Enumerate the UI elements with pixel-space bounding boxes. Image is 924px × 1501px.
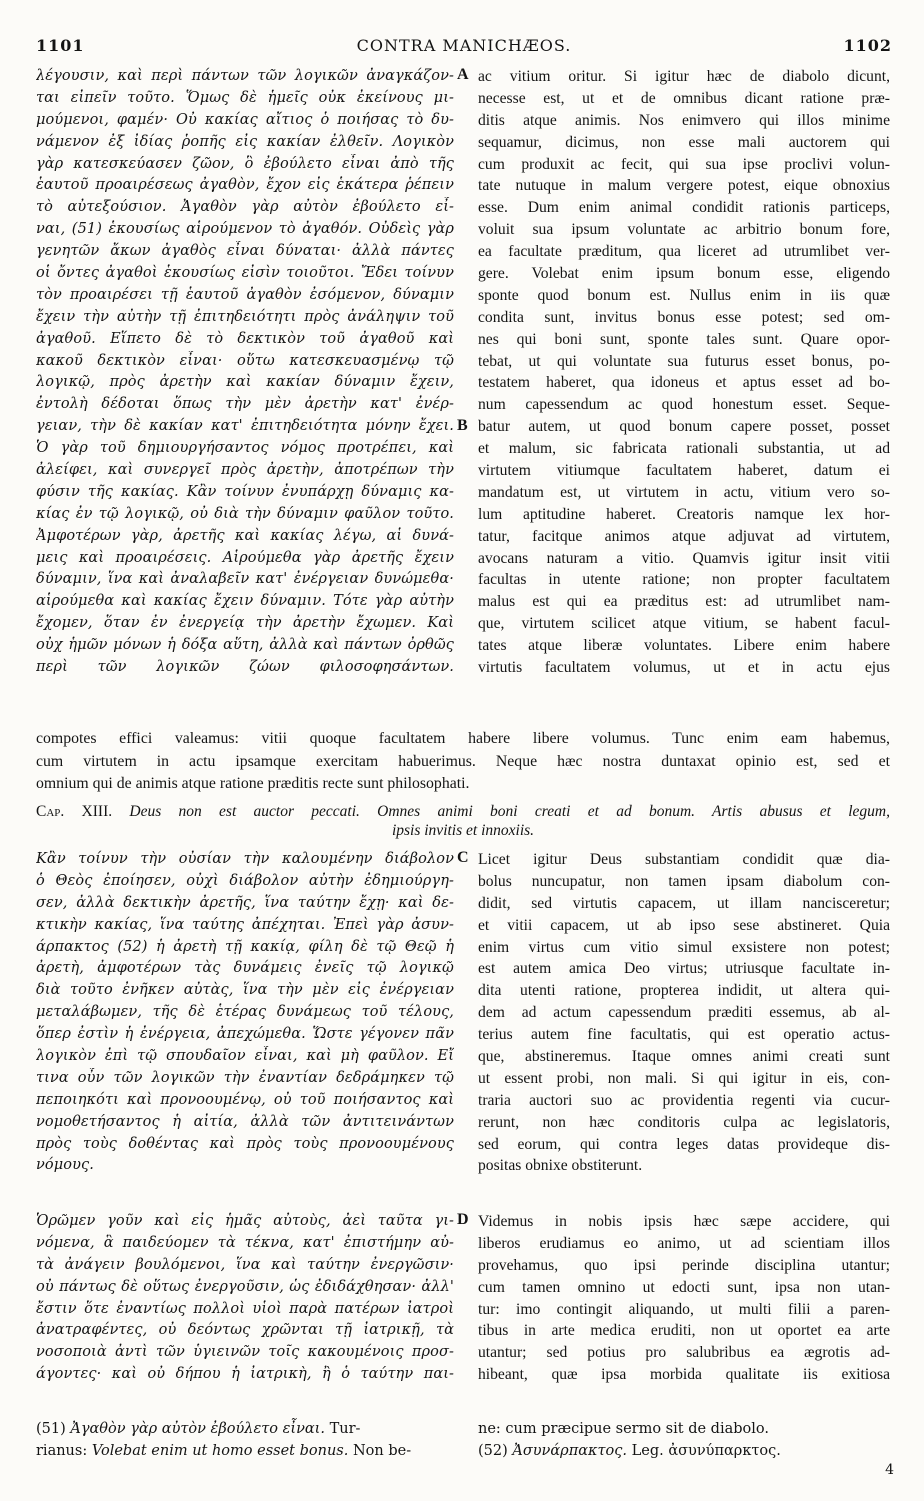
latin-text-line: tur: imo contingit aliquando, ut multi filii a paren- [478,1300,890,1318]
greek-text-line: ναι, (51) ἑκουσίως αἱρούμενον τὸ ἀγαθόν. Οὐδεὶς γὰρ [36,221,454,238]
latin-text-line: nes qui boni sunt, sponte tales sunt. Quare opor- [478,330,890,348]
greek-text-line: γενητῶν ἄκων ἀγαθὸς εἶναι δύναται· ἀλλὰ πάντες [36,243,454,260]
full-width-latin-paragraph [36,728,890,796]
latin-text-line: virtutis facultatem volumus, ut et in actu ejus [478,659,890,677]
greek-text-line: τὰ ἀνάγειν βουλόμενοι, ἵνα καὶ ταύτην ἐνεργῶσιν· [36,1256,454,1273]
chapter-heading [36,802,890,842]
latin-text-line: dita utenti ratione, propterea indidit, ut altera qui- [478,982,890,1000]
latin-text-line: esse. Dum enim animal condidit rationis particeps, [478,199,890,217]
latin-text-line: provehamus, quo ipsi perinde disciplina utantur; [478,1256,890,1274]
greek-text-line: διὰ τοῦτο ἐνῆκεν αὐτὰς, ἵνα τὴν μὲν εἰς ἐνέργειαν [36,982,454,999]
latin-text-line: condita sunt, invitus bonus esse potest; sed om- [478,308,890,326]
latin-text-line: traria auctori suo ac providentia regenti via cucur- [478,1091,890,1109]
latin-text-line: positas obnixe obstiterunt. [478,1157,643,1175]
greek-text-line: Ἀμφοτέρων γὰρ, ἀρετῆς καὶ κακίας λέγω, αἱ δυνά- [36,527,454,544]
greek-text-line: νοσοποιὰ ἀντὶ τῶν ὑγιεινῶν τοῖς κακουμένοις προσ- [36,1344,454,1361]
latin-text-line: et malum, sic fabricata rationali substantia, ut ad [478,440,890,458]
greek-text-line: ἐντολὴ δέδοται ὅπως τὴν μὲν ἀρετὴν κατ' ἐνέρ- [36,396,454,413]
greek-text-line: περὶ τῶν λογικῶν ζώων φιλοσοφησάντων. [36,659,454,676]
margin-marker-a: A [457,66,469,83]
greek-text-line: νόμενα, ἃ παιδεύομεν τὰ τέκνα, κατ' ἐπιστήμην αὐ- [36,1234,454,1251]
greek-text-line: κίας ἐν τῷ λογικῷ, οὐ διὰ τὴν δύναμιν φαῦλον τοῦτο. [36,505,454,522]
latin-text-line: Videmus in nobis ipsis hæc sæpe accidere, qui [478,1213,890,1230]
latin-text-line: lum aptitudine haberet. Creatoris namque lex hor- [478,505,890,523]
greek-text-line: λογικὸν ἐπὶ τῷ σπουδαῖον εἶναι, καὶ μὴ φαῦλον. Εἴ [36,1048,454,1065]
latin-text-line: sponte quod bonum est. Nullus enim in iis quæ [478,286,890,304]
greek-text-line: άγοντες· καὶ οὐ δήπου ἡ ἰατρικὴ, ἢ ὁ ταύτην παι- [36,1366,454,1383]
latin-text-line: dem ad actum capessendum præditi essemus, ab al- [478,1004,890,1022]
latin-text-line: est autem amica Deo virtus; utriusque facultate in- [478,960,890,978]
latin-text-line: virtutem vitiumque facultatem haberet, datum ei [478,462,890,480]
greek-text-line: σεν, ἀλλὰ δεκτικὴν ἀρετῆς, ἵνα ταύτην ἔχῃ· καὶ δε- [36,894,454,911]
greek-column-section-1 [36,66,454,679]
greek-text-line: ἀνατραφέντες, οὐ δεόντως χρῶνται τῇ ἰατρικῇ, τὰ [36,1322,454,1339]
latin-text-line: batur autem, ut quod bonum capere posset, posset [478,418,890,436]
greek-text-line: φύσιν τῆς κακίας. Κἂν τοίνυν ἐνυπάρχῃ δύναμις κα- [36,483,454,500]
greek-text-line: ὅπερ ἐστὶν ἡ ἐνέργεια, ἀπεχώμεθα. Ὥστε γέγονεν πᾶν [36,1026,454,1043]
footnote-52-number: (52) [478,1443,508,1459]
latin-text-line: cum virtutem in actu ipsamque exercitam habuerimus. Neque hæc nostra duntaxat opinio est, sed et [36,752,890,770]
latin-text-line: terius autem fine facultatis, qui est operatio actus- [478,1026,890,1044]
greek-text-line: μούμενοι, φαμέν· Οὐ κακίας αἴτιος ὁ ποιήσας τὸ δυ- [36,111,454,128]
latin-text-line: necesse est, ut et de omnibus dicant ratione præ- [478,89,890,107]
latin-text-line: tibus in arte medica eruditi, non ut oportet ea arte [478,1322,890,1340]
greek-text-line: γὰρ κατεσκεύασεν ζῶον, ὃ ἐβούλετο εἶναι ἀπὸ τῆς [36,155,454,172]
latin-text-line: testatem haberet, qua idoneus et aptus esset ad bo- [478,374,890,392]
latin-text-line: tebat, ut qui voluntate sua futurus esset bonus, po- [478,352,890,370]
page-number-left: 1101 [36,36,85,55]
latin-text-line: rerunt, non hæc conditoris culpa ac legislatoris, [478,1113,890,1131]
latin-text-line: ac vitium oritur. Si igitur hæc de diabolo dicunt, [478,68,890,85]
greek-text-line: γειαν, τὴν δὲ κακίαν κατ' ἐπιτηδειότητα μόνην ἔχει. [36,418,454,435]
latin-column-section-3 [478,1211,890,1386]
footnote-52-greek: Ἀσυνάρπακτος. [512,1443,628,1459]
footnote-51-quote: Volebat enim ut homo esset bonus. [91,1443,349,1459]
greek-text-line: δύναμιν, ἵνα καὶ ἀναλαβεῖν κατ' ἐνέργειαν δυνώμεθα· [36,571,454,588]
greek-text-line: κτικὴν κακίας, ἵνα ταύτης ἀπέχηται. Ἐπεὶ γὰρ ἀσυν- [36,916,454,933]
latin-text-line: num capessendum ac quod honestum esset. Seque- [478,396,890,414]
margin-marker-d: D [457,1211,469,1228]
greek-text-line: ται εἰπεῖν τοῦτο. Ὅμως δὲ ἡμεῖς οὐκ ἐκείνους μι- [36,89,454,106]
latin-text-line: omnium qui de animis atque ratione præditis recte sunt philosophati. [36,775,470,792]
chapter-title-line-1: Deus non est auctor peccati. Omnes animi boni creati et ad bonum. Artis abusus et legum, [129,803,890,820]
latin-text-line: didit, sed virtutis capacem, ut illam nancisceretur; [478,894,890,912]
chapter-label: Cap. XIII. [36,803,113,820]
latin-text-line: utantur; sed potius pro salubribus ea ægrotis ad- [478,1344,890,1362]
greek-text-line: ἑαυτοῦ προαιρέσεως ἀγαθὸν, ἔχον εἰς ἑκάτερα ῥέπειν [36,177,454,194]
greek-text-line: τὸ αὐτεξούσιον. Ἀγαθὸν γὰρ αὐτὸν ἐβούλετο εἶ- [36,199,454,216]
running-title: CONTRA MANICHÆOS. [356,36,572,55]
greek-text-line: πεποιηκότι καὶ προνοουμένῳ, οὐ τοῦ ποιήσαντος καὶ [36,1091,454,1108]
latin-text-line: Licet igitur Deus substantiam condidit quæ dia- [478,851,890,868]
latin-text-line: liberos erudiamus eo animo, ut ad scientiam illos [478,1234,890,1252]
latin-text-line: bolus nuncupatur, non tamen ipsam diabolum con- [478,872,890,890]
greek-text-line: νομοθετήσαντος ἡ αἰτία, ἀλλὰ τῶν ἀντιτεινάντων [36,1113,454,1130]
greek-text-line: αἱρούμεθα καὶ κακίας ἔχειν δύναμιν. Τότε γὰρ αὐτὴν [36,593,454,610]
greek-text-line: οὐ πάντως δὲ οὕτως ἐνεργοῦσιν, ὡς ἐδιδάχθησαν· ἀλλ' [36,1278,454,1295]
greek-text-line: πρὸς τοὺς δοθέντας καὶ πρὸς τοὺς προνοουμένους [36,1135,454,1152]
footnote-51 [36,1418,454,1462]
footnote-51-tail: Tur- [329,1421,361,1437]
latin-text-line: ut essent probi, non mali. Si qui igitur in eis, con- [478,1069,890,1087]
latin-text-line: tatur, facitque animos atque adjuvat ad virtutem, [478,527,890,545]
latin-text-line: tates atque liberæ voluntates. Libere enim habere [478,637,890,655]
greek-text-line: ἀρετὴ, ἀμφοτέρων τὰς δυνάμεις ἐνεῖς τῷ λογικῷ [36,960,454,977]
latin-text-line: avocans naturam a vitio. Quamvis igitur insit vitii [478,549,890,567]
latin-text-line: que, abstineremus. Itaque omnes animi creati sunt [478,1048,890,1066]
greek-text-line: τινα οὖν τῶν λογικῶν τὴν ἐναντίαν δεδράμηκεν τῷ [36,1069,454,1086]
greek-text-line: Ὁρῶμεν γοῦν καὶ εἰς ἡμᾶς αὐτοὺς, ἀεὶ ταῦτα γι- [36,1213,454,1229]
latin-text-line: malus est qui ea præditus est: ad utrumlibet nam- [478,593,890,611]
latin-text-line: cum tamen omnino ut edocti sunt, ipsa non utan- [478,1278,890,1296]
footnote-51-greek: Ἀγαθὸν γὰρ αὐτὸν ἐβούλετο εἶναι. [70,1421,325,1437]
footnote-52-reading: Leg. ἀσυνύπαρκτος. [631,1443,781,1459]
greek-text-line: μεταλάβωμεν, τῆς δὲ ἑτέρας δυνάμεως τοῦ τέλους, [36,1004,454,1021]
greek-text-line: ἔστιν ὅτε ἐναντίως πολλοὶ υἱοὶ παρὰ πατέρων ἰατροὶ [36,1300,454,1317]
greek-text-line: Ὁ γὰρ τοῦ δημιουργήσαντος νόμος προτρέπει, καὶ [36,440,454,457]
running-head [36,36,892,58]
latin-text-line: compotes effici valeamus: vitii quoque facultatem habere libere volumus. Tunc enim eam habemus, [36,730,890,747]
greek-text-line: νάμενον ἐξ ἰδίας ῥοπῆς εἰς κακίαν ἐλθεῖν. Λογικὸν [36,133,454,150]
latin-column-section-1 [478,66,890,679]
corner-mark: 4 [885,1462,894,1478]
margin-marker-b: B [457,417,468,434]
greek-text-line: ὁ Θεὸς ἐποίησεν, οὐχὶ διάβολον αὐτὴν ἐδημιούργη- [36,872,454,889]
greek-text-line: νόμους. [36,1157,94,1174]
greek-text-line: Κἂν τοίνυν τὴν οὐσίαν τὴν καλουμένην διάβολον [36,851,454,867]
greek-text-line: κακοῦ δεκτικὸν εἶναι· οὕτω κατεσκευασμένῳ τῷ [36,352,454,369]
latin-text-line: et vitii capacem, ut ab ipso sese abstineret. Quia [478,916,890,934]
latin-text-line: gere. Volebat enim ipsum bonum esse, eligendo [478,265,890,283]
chapter-title-line-2: ipsis invitis et innoxiis. [391,822,535,839]
latin-text-line: hibeant, quæ ipsa morbida qualitate iis exitiosa [478,1366,890,1384]
latin-text-line: tate nutuque in malum vergere potest, eique obnoxius [478,177,890,195]
latin-text-line: voluit sua ipsum voluntate ac arbitrio bonum fore, [478,221,890,239]
greek-text-line: τὸν προαιρέσει τῇ ἑαυτοῦ ἀγαθὸν ἐσόμενον, δύναμιν [36,286,454,303]
greek-text-line: μεις καὶ προαιρέσεις. Αἱρούμεθα γὰρ ἀρετῆς ἔχειν [36,549,454,566]
latin-text-line: ditis atque animis. Nos enimvero qui illos minime [478,111,890,129]
latin-text-line: mandatum est, ut virtutem in actu, vitium vero so- [478,483,890,501]
greek-text-line: λογικῷ, πρὸς ἀρετὴν καὶ κακίαν δύναμιν ἔχειν, [36,374,454,391]
greek-text-line: ἔχειν τὴν αὐτὴν τῇ ἐπιτηδειότητι πρὸς ἀνάληψιν τοῦ [36,308,454,325]
greek-text-line: ἀλείφει, καὶ συνεργεῖ πρὸς ἀρετὴν, ἀποτρέπων τὴν [36,462,454,479]
latin-text-line: sequamur, dicimus, non esse mali auctorem qui [478,133,890,151]
latin-text-line: ea facultate præditum, qua liceret ad utrumlibet ver- [478,243,890,261]
footnote-52 [478,1418,892,1462]
latin-text-line: enim virtus cum vitio simul exsistere non potest; [478,938,890,956]
footnote-51-author: rianus: [36,1443,88,1459]
greek-text-line: άρπακτος (52) ἡ ἀρετὴ τῇ κακίᾳ, φίλη δὲ τῷ Θεῷ ἡ [36,938,454,955]
footnote-51-number: (51) [36,1421,66,1437]
greek-text-line: ἔχομεν, ὅταν ἐν ἐνεργείᾳ τὴν ἀρετὴν ἔχωμεν. Καὶ [36,615,454,632]
margin-marker-c: C [457,849,469,866]
greek-text-line: ἀγαθοῦ. Εἵπετο δὲ τὸ δεκτικὸν τοῦ ἀγαθοῦ καὶ [36,330,454,347]
latin-text-line: facultas in utente ratione; non propter facultatem [478,571,890,589]
footnote-51-continuation: Non be- [352,1443,412,1459]
latin-text-line: que, virtutem scilicet atque vitium, se habent facul- [478,615,890,633]
latin-column-section-2 [478,849,890,1177]
greek-text-line: λέγουσιν, καὶ περὶ πάντων τῶν λογικῶν ἀναγκάζον- [36,68,454,84]
latin-text-line: cum produxit ac fecit, qui sua ipse proclivi volun- [478,155,890,173]
latin-text-line: sed eorum, qui contra leges datas provideque dis- [478,1135,890,1153]
footnote-51-end: ne: cum præcipue sermo sit de diabolo. [478,1421,769,1437]
greek-text-line: οἱ ὄντες ἀγαθοὶ ἑκουσίως εἰσὶν τοιοῦτοι. Ἔδει τοίνυν [36,265,454,282]
greek-column-section-3 [36,1211,454,1386]
greek-text-line: οὐχ ἡμῶν μόνων ἡ δόξα αὕτη, ἀλλὰ καὶ πάντων ὀρθῶς [36,637,454,654]
greek-column-section-2 [36,849,454,1177]
page-number-right: 1102 [843,36,892,55]
